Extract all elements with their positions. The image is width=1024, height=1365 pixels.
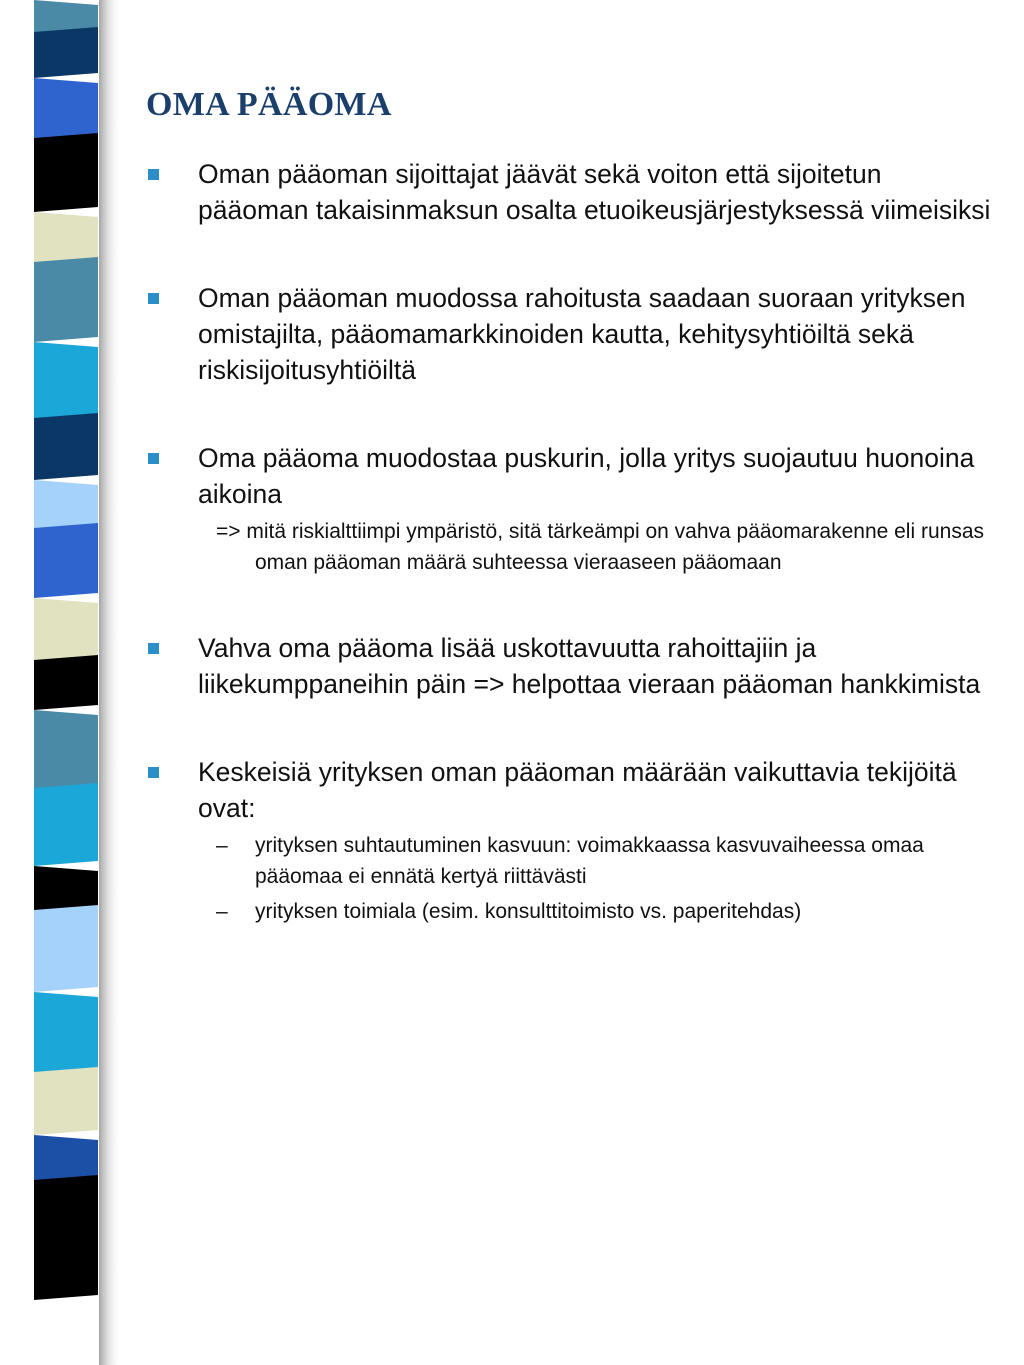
bullet-text: Vahva oma pääoma lisää uskottavuutta rahoittajiin ja liikekumppaneihin päin => helpottaa vieraan pääoman hankkimista [198, 633, 981, 699]
stripe-block [34, 342, 98, 423]
stripe-block [34, 905, 98, 992]
square-bullet-icon [148, 767, 159, 778]
stripe-block [34, 1067, 98, 1135]
dash-marker: – [216, 834, 228, 857]
stripe-block [34, 133, 98, 212]
square-bullet-icon [148, 169, 159, 180]
sub-note: => mitä riskialttiimpi ympäristö, sitä tärkeämpi on vahva pääomarakenne eli runsas oman pääoman määrä suhteessa vieraaseen pääomaan [216, 520, 985, 574]
stripe-block [34, 78, 98, 143]
square-bullet-icon [148, 453, 159, 464]
dash-marker: – [216, 900, 228, 923]
stripe-block [34, 598, 98, 665]
sub-item-text: yrityksen toimiala (esim. konsulttitoimisto vs. paperitehdas) [255, 900, 802, 923]
sub-item-text: yrityksen suhtautuminen kasvuun: voimakkaassa kasvuvaiheessa omaa pääomaa ei ennätä kertyä riittävästi [255, 834, 924, 888]
bullet-text: Oman pääoman muodossa rahoitusta saadaan suoraan yrityksen omistajilta, pääomamarkkinoiden kautta, kehitysyhtiöiltä sekä riskisijoitusyhtiöiltä [198, 283, 966, 385]
stripe-blocks [34, 0, 98, 1300]
bullet-text: Keskeisiä yrityksen oman pääoman määrään vaikuttavia tekijöitä ovat: [198, 757, 957, 823]
list-item [146, 754, 996, 826]
bullet-text: Oman pääoman sijoittajat jäävät sekä voiton että sijoitetun pääoman takaisinmaksun osalta etuoikeusjärjestyksessä viimeisiksi [198, 159, 991, 225]
stripe-block [34, 992, 98, 1077]
list-item [146, 630, 996, 702]
bullet-list [146, 156, 996, 927]
sub-list-item [216, 830, 996, 892]
list-item [146, 156, 996, 228]
decorative-stripe [0, 0, 130, 1365]
stripe-block [34, 710, 98, 793]
stripe-shadow [99, 0, 121, 1365]
slide-title: OMA PÄÄOMA [146, 86, 392, 123]
square-bullet-icon [148, 293, 159, 304]
list-item [146, 280, 996, 388]
stripe-block [34, 257, 98, 342]
square-bullet-icon [148, 643, 159, 654]
sub-list-item [216, 896, 996, 927]
stripe-block [34, 783, 98, 866]
stripe-block [34, 523, 98, 598]
stripe-block [34, 413, 98, 480]
stripe-block [34, 27, 98, 78]
stripe-block [34, 655, 98, 710]
stripe-block [34, 1175, 98, 1300]
list-item [146, 440, 996, 512]
bullet-text: Oma pääoma muodostaa puskurin, jolla yritys suojautuu huonoina aikoina [198, 443, 975, 509]
